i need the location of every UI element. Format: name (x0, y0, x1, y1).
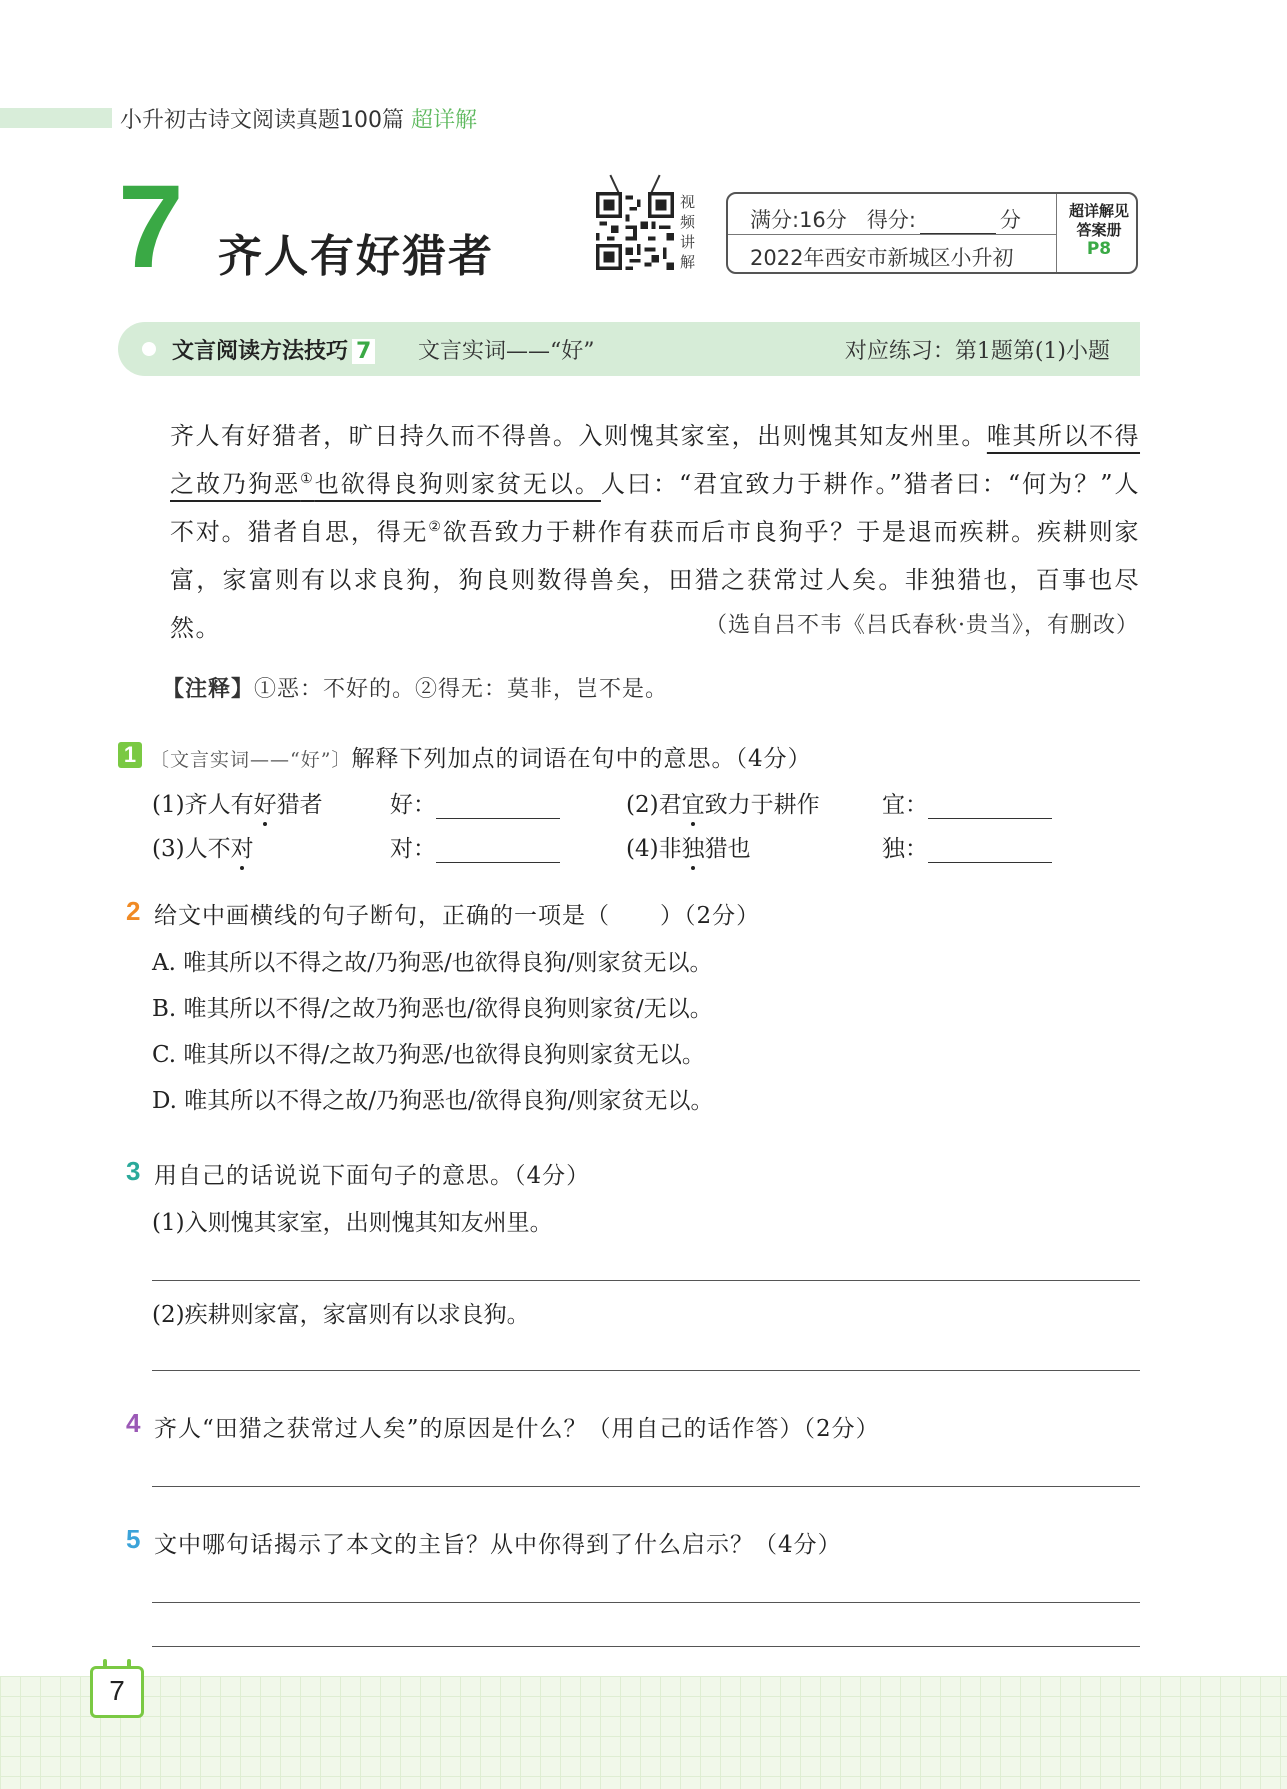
method-topic: 文言实词——“好” (418, 339, 595, 364)
question-number: 1 (118, 742, 142, 768)
answer-blank[interactable] (928, 796, 1052, 819)
question-1-item: (3)人不对 (152, 836, 254, 862)
answer-line[interactable] (152, 1602, 1140, 1603)
question-number: 3 (126, 1156, 141, 1186)
question-1-answer: 独： (882, 830, 1052, 863)
question-1-item: (4)非独猎也 (626, 836, 751, 862)
qr-code-icon[interactable] (596, 192, 674, 270)
answer-line[interactable] (152, 1646, 1140, 1647)
annotations: 【注释】①恶：不好的。②得无：莫非，岂不是。 (162, 677, 669, 702)
qr-label: 视 频 讲 解 (680, 193, 696, 271)
option-a: A. 唯其所以不得之故/乃狗恶/也欲得良狗/则家贫无以。 (152, 950, 713, 976)
answer-blank[interactable] (436, 796, 560, 819)
practice-reference: 对应练习：第1题第(1)小题 (844, 339, 1110, 364)
underlined-sentence: 唯其所以不得之故乃狗恶①也欲得良狗则家贫无以。 (170, 422, 1141, 498)
score-blank[interactable] (920, 215, 996, 234)
question-1-answer: 好： (390, 786, 560, 819)
question-1-text: 〔文言实词——“好”〕解释下列加点的词语在句中的意思。（4分） (150, 746, 812, 772)
question-number: 5 (126, 1524, 141, 1554)
book-title: 小升初古诗文阅读真题100篇 超详解 (120, 108, 478, 133)
question-1-answer: 宜： (882, 786, 1052, 819)
question-4-text: 齐人“田猎之获常过人矣”的原因是什么？（用自己的话作答）（2分） (154, 1416, 880, 1442)
question-3-item: (1)入则愧其家室，出则愧其知友州里。 (152, 1210, 553, 1236)
answer-blank[interactable] (928, 840, 1052, 863)
question-number: 2 (126, 896, 141, 926)
question-3-item: (2)疾耕则家富，家富则有以求良狗。 (152, 1302, 530, 1328)
question-3-text: 用自己的话说说下面句子的意思。（4分） (154, 1163, 591, 1189)
question-1-item: (2)君宜致力于耕作 (626, 792, 820, 818)
answer-blank[interactable] (436, 840, 560, 863)
footer-grid (0, 1676, 1287, 1789)
score-line: 满分:16分 得分: 分 (750, 208, 1021, 232)
question-1-item: (1)齐人有好猎者 (152, 792, 323, 818)
header-decor-strip (0, 108, 112, 128)
answer-line[interactable] (152, 1486, 1140, 1487)
bullet-icon (142, 342, 156, 356)
passage-source: （选自吕不韦《吕氏春秋·贵当》，有删改） (705, 613, 1139, 638)
option-b: B. 唯其所以不得/之故乃狗恶也/欲得良狗则家贫/无以。 (152, 996, 713, 1022)
option-d: D. 唯其所以不得之故/乃狗恶也/欲得良狗/则家贫无以。 (152, 1088, 714, 1114)
classical-passage: 齐人有好猎者，旷日持久而不得兽。入则愧其家室，出则愧其知友州里。唯其所以不得之故乃狗恶①也欲得良狗则家贫无以。人曰：“君宜致力于耕作。”猎者曰：“何为？”人不对。猎者自思，得无②欲吾致力于耕作有获而后市良狗乎？于是退而疾耕。疾耕则家富，家富则有以求良狗，狗良则数得兽矣，田猎之获常过人矣。非独猎也，百事也尽然。 (170, 422, 1141, 642)
page-number-badge (90, 1666, 144, 1718)
answer-line[interactable] (152, 1280, 1140, 1281)
page-number: 7 (109, 1675, 125, 1706)
question-5-text: 文中哪句话揭示了本文的主旨？从中你得到了什么启示？（4分） (154, 1532, 842, 1558)
lesson-title: 齐人有好猎者 (218, 231, 494, 282)
lesson-number: 7 (118, 161, 184, 293)
question-2-text: 给文中画横线的句子断句，正确的一项是（ ）（2分） (154, 903, 761, 929)
method-banner (118, 322, 1140, 376)
option-c: C. 唯其所以不得/之故乃狗恶/也欲得良狗则家贫无以。 (152, 1042, 705, 1068)
question-1-answer: 对： (390, 830, 560, 863)
exam-source: 2022年西安市新城区小升初 (750, 246, 1014, 270)
method-label: 文言阅读方法技巧 7 (172, 334, 375, 365)
answer-reference: 超详解见 答案册 P8 (1068, 202, 1129, 259)
answer-line[interactable] (152, 1370, 1140, 1371)
score-box (726, 192, 1138, 274)
question-number: 4 (126, 1408, 141, 1438)
